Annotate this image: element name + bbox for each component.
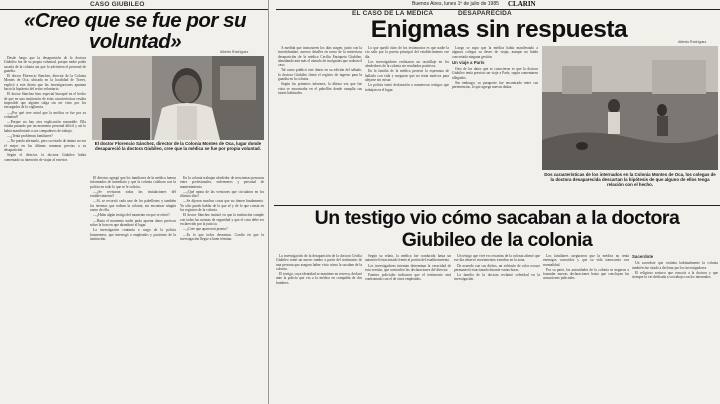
- right-article: [274, 0, 720, 206]
- bottom-col-2: Según su relato, la médica fue conducida hasta un automóvil estacionado frente al portón del establecimiento. Los investigadores intentan determinar la veracidad de esta versión, que contradice las declaraciones del director. Fuentes policiales indicaron que el testimonio será confrontado con el de otros empleados.: [365, 254, 451, 282]
- bottom-article: [274, 206, 720, 404]
- right-subhead: Un viaje a París: [452, 59, 485, 65]
- director-portrait-image: [92, 56, 264, 140]
- right-photo-credit: Alberto Rodríguez: [678, 40, 707, 44]
- bottom-col-5: Sacerdote Un sacerdote que visitaba habitualmente la colonia también fue citado a declarar por los investigadores. El religioso sostuvo que conocía a la doctora y que siempre la vio dedicada a su trabajo con los internados.: [632, 254, 718, 280]
- right-photo: [542, 46, 718, 170]
- left-col-3: En la colonia trabajan alrededor de trescientas personas entre profesionales, enfermeros y personal de mantenimiento. —¿Qué opina de las versiones que circularon en los últimos días? —Se dijeron muchas cosas que no tienen fundamento. Yo sólo puedo hablar de lo que sé y de lo que consta en los registros de la colonia. El doctor Sánchez insistió en que la institución cumple con todas las normas de seguridad y que el caso debe ser esclarecido por la justicia. —¿Cree que aparecerá pronto? —Es lo que todos deseamos. Confío en que la investigación llegue a buen término.: [180, 176, 264, 241]
- right-col-1: A medida que transcurren los días surgen, junto con la incertidumbre, nuevos detalles en torno de la misteriosa desaparición de la médica Cecilia Enriqueta Giubileo, ahondando aún más el cúmulo de incógnitas que rodean el caso. Tal como publicó este diario en su edición del sábado, la doctora Giubileo firmó el registro de ingreso para la guardia en la colonia. Según los primeros informes, la última vez que fue vista se encontraba en el pabellón donde cumplía sus tareas habituales.: [278, 46, 362, 95]
- left-kicker: CASO GIUBILEO: [90, 1, 145, 8]
- masthead-paper: CLARIN: [508, 0, 536, 8]
- bottom-col-4: Los familiares aseguraron que la médica no tenía enemigos conocidos y que su vida transcurría con normalidad. Por su parte, las autoridades de la colonia se negaron a formular nuevas declaraciones hasta que concluyan las actuaciones judiciales.: [543, 254, 629, 281]
- bottom-col-1: La investigación de la desaparición de la doctora Cecilia Giubileo tomó un nuevo rumbo a partir del testimonio de una persona que asegura haber visto cómo la sacaban de la colonia. El testigo, cuya identidad se mantiene en reserva, declaró ante la policía que vio a la médica en compañía de dos hombres.: [276, 254, 362, 285]
- left-col-1: Desde luego que la desaparición de la doctora Giubileo fue de su propia voluntad, porque nadie podía sacarla de la colonia sin que lo advirtiera el personal de guardia. El doctor Florencio Sánchez, director de la Colonia Montes de Oca, ubicada en la localidad de Torres, explicó a este diario que las investigaciones apuntan hacia la hipótesis del retiro voluntario. El doctor Sánchez hizo especial hincapié en el hecho de que en una institución de estas características resulta imposible que alguien salga sin ser visto por los encargados de la vigilancia. —¿Por qué cree usted que la médica se fue por su voluntad? —Porque no hay otra explicación razonable. Ella estaba pasando por un momento personal difícil y así lo había manifestado a sus compañeros de trabajo. —¿Tenía problemas familiares? —No puedo afirmarlo, pero su estado de ánimo no era el mejor en las últimas semanas previas a su desaparición. Según el director, la doctora Giubileo había comentado su intención de viajar al exterior.: [4, 56, 86, 162]
- left-col-2: El director agregó que los familiares de la médica fueron informados de inmediato y que la colonia colabora con la policía en todo lo que se le solicita. —¿Se revisaron todas las instalaciones del establecimiento? —Sí, se recorrió cada uno de los pabellones y también los terrenos que rodean la colonia, sin encontrar ningún rastro de ella. —¿Hubo algún testigo del momento en que se retiró? —Hasta el momento nadie pudo aportar datos precisos sobre la hora en que abandonó el lugar. La investigación continúa a cargo de la policía bonaerense, que interrogó a empleados y pacientes de la institución.: [90, 176, 176, 241]
- masthead-date: Buenos Aires, lunes 1º de julio de 1985: [412, 1, 499, 7]
- right-caption: Dos características de los internados en la Colonia Montes de Oca, los colegas de la doctora desaparecida descartan la hipótesis de que alguno de ellos tenga relación con el hecho.: [544, 172, 716, 188]
- left-photo: [92, 56, 264, 140]
- right-col-2: Lo que quedó claro de los testimonios es que nadie la vio salir por la puerta principal del establecimiento ese día. Los investigadores realizaron un rastrillaje en los alrededores de la colonia sin resultados positivos. En la familia de la médica persiste la esperanza de hallarla con vida y aseguran que no tenía motivos para alejarse sin avisar. La policía tomó declaración a numerosos testigos que trabajan en el lugar.: [365, 46, 449, 92]
- bottom-subhead: Sacerdote: [632, 254, 654, 259]
- left-photo-credit: Alberto Rodríguez: [220, 50, 249, 54]
- right-headline: Enigmas sin respuesta: [370, 16, 628, 43]
- colony-patients-image: [542, 46, 718, 170]
- left-caption: El doctor Florencio Sánchez, director de la Colonia Montes de Oca, lugar donde desapareció la doctora Giubileo, cree que la médica se fue por propia voluntad.: [94, 141, 262, 152]
- left-column-divider: [268, 0, 269, 404]
- left-article: [0, 0, 268, 404]
- right-kicker-left: EL CASO DE LA MEDICA: [352, 10, 434, 17]
- right-col-3: Luego se supo que la médica había manifestado a algunos colegas su deseo de viajar, aunque no había concretado ninguna gestión. Un viaje a París Otro de los datos que se conocieron es que la doctora Giubileo tenía previsto un viaje a París, según comentaron allegados. Sin embargo, su pasaporte fue encontrado entre sus pertenencias, lo que agrega nuevas dudas.: [452, 46, 538, 90]
- bottom-col-3: Un testigo que vive en cercanías de la colonia afirmó que ese día observó movimientos extraños en la zona. De acuerdo con sus dichos, un vehículo de color oscuro permaneció estacionado durante varias horas. La familia de la doctora reclamó celeridad en la investigación.: [454, 254, 540, 282]
- left-headline: «Creo que se fue por su voluntad»: [23, 9, 247, 53]
- right-kicker-right: DESAPARECIDA: [458, 10, 512, 17]
- bottom-headline: Un testigo vio cómo sacaban a la doctora Giubileo de la colonia: [314, 207, 680, 251]
